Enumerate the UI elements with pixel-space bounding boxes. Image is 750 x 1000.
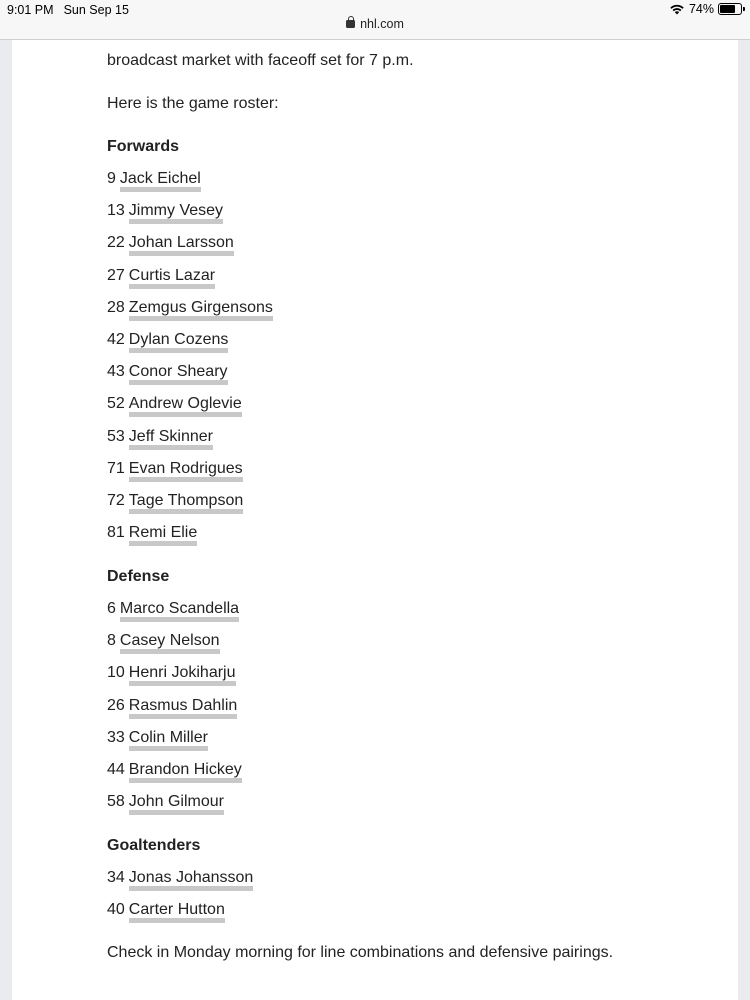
status-indicators (669, 2, 742, 16)
jersey-number: 58 (107, 793, 125, 811)
forwards-heading: Forwards (107, 138, 180, 155)
roster-row (107, 234, 234, 252)
roster-row (107, 331, 228, 349)
jersey-number: 28 (107, 298, 125, 316)
roster-row (107, 697, 237, 715)
roster-intro: Here is the game roster: (107, 95, 279, 112)
jersey-number: 40 (107, 901, 125, 919)
player-link[interactable]: Jeff Skinner (129, 428, 213, 450)
jersey-number: 26 (107, 696, 125, 714)
status-date: Sun Sep 15 (63, 3, 129, 17)
web-page[interactable] (12, 40, 738, 1000)
jersey-number: 52 (107, 395, 125, 413)
address-bar[interactable] (0, 17, 750, 31)
roster-row (107, 363, 228, 381)
player-link[interactable]: Andrew Oglevie (129, 395, 242, 417)
player-link[interactable]: Jonas Johansson (129, 869, 254, 891)
jersey-number: 71 (107, 459, 125, 477)
battery-percent: 74% (688, 2, 714, 16)
roster-row (107, 793, 224, 811)
status-clock (7, 3, 129, 17)
player-link[interactable]: Brandon Hickey (129, 761, 242, 783)
player-link[interactable]: Jack Eichel (120, 170, 201, 192)
player-link[interactable]: Jimmy Vesey (129, 202, 223, 224)
player-link[interactable]: Tage Thompson (129, 492, 243, 514)
player-link[interactable]: Zemgus Girgensons (129, 299, 273, 321)
roster-row (107, 170, 201, 188)
jersey-number: 43 (107, 363, 125, 381)
article-closing-line: Check in Monday morning for line combinations and defensive pairings. (107, 944, 614, 961)
player-link[interactable]: Rasmus Dahlin (129, 697, 237, 719)
jersey-number: 6 (107, 600, 116, 617)
jersey-number: 9 (107, 170, 116, 187)
player-link[interactable]: John Gilmour (129, 793, 224, 815)
jersey-number: 33 (107, 728, 125, 746)
roster-row (107, 632, 220, 650)
roster-row (107, 299, 273, 317)
roster-row (107, 460, 243, 478)
roster-row (107, 664, 236, 682)
status-time: 9:01 PM (7, 3, 54, 17)
jersey-number: 22 (107, 234, 125, 252)
player-link[interactable]: Marco Scandella (120, 600, 239, 622)
jersey-number: 10 (107, 664, 125, 682)
jersey-number: 13 (107, 202, 125, 220)
player-link[interactable]: Dylan Cozens (129, 331, 229, 353)
jersey-number: 81 (107, 524, 125, 542)
jersey-number: 27 (107, 266, 125, 284)
player-link[interactable]: Remi Elie (129, 524, 197, 546)
jersey-number: 53 (107, 427, 125, 445)
article-intro-line: broadcast market with faceoff set for 7 p.m. (107, 52, 414, 69)
roster-row (107, 202, 223, 220)
goaltenders-heading: Goaltenders (107, 837, 201, 854)
battery-level (720, 5, 735, 13)
jersey-number: 8 (107, 632, 116, 650)
battery-icon (718, 3, 742, 15)
roster-row (107, 524, 197, 542)
player-link[interactable]: Casey Nelson (120, 632, 220, 654)
roster-row (107, 761, 242, 779)
player-link[interactable]: Evan Rodrigues (129, 460, 243, 482)
player-link[interactable]: Curtis Lazar (129, 267, 215, 289)
roster-row (107, 428, 213, 446)
roster-row (107, 492, 243, 510)
roster-row (107, 267, 215, 285)
jersey-number: 44 (107, 761, 125, 778)
wifi-icon (669, 3, 685, 15)
roster-row (107, 869, 253, 887)
jersey-number: 34 (107, 869, 125, 886)
roster-row (107, 729, 208, 747)
url-text: nhl.com (360, 17, 404, 31)
jersey-number: 42 (107, 331, 125, 348)
status-bar (0, 0, 750, 40)
player-link[interactable]: Colin Miller (129, 729, 208, 751)
lock-icon (346, 20, 355, 28)
roster-row (107, 600, 239, 618)
jersey-number: 72 (107, 492, 125, 509)
roster-row (107, 901, 225, 919)
player-link[interactable]: Carter Hutton (129, 901, 225, 923)
defense-heading: Defense (107, 568, 170, 585)
roster-row (107, 395, 242, 413)
player-link[interactable]: Conor Sheary (129, 363, 228, 385)
player-link[interactable]: Johan Larsson (129, 234, 234, 256)
player-link[interactable]: Henri Jokiharju (129, 664, 236, 686)
